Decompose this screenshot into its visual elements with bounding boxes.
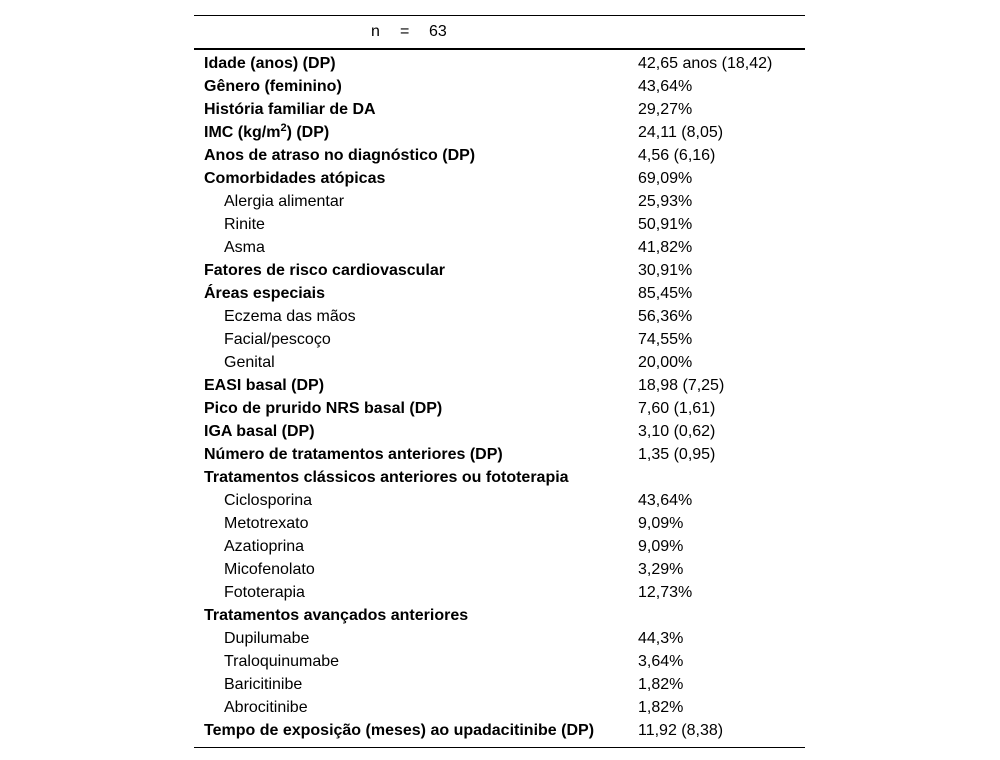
table-row bbox=[194, 719, 805, 742]
table-subrow bbox=[194, 696, 805, 719]
table-row bbox=[194, 443, 805, 466]
row-value: 18,98 (7,25) bbox=[638, 377, 725, 394]
table-row bbox=[194, 144, 805, 167]
table-row bbox=[194, 604, 805, 627]
table-row bbox=[194, 75, 805, 98]
row-value: 69,09% bbox=[638, 170, 693, 187]
row-value: 85,45% bbox=[638, 285, 693, 302]
row-value: 56,36% bbox=[638, 308, 693, 325]
table-bottom-rule bbox=[194, 747, 805, 748]
row-label: Alergia alimentar bbox=[224, 193, 345, 210]
row-label-superscript: 2 bbox=[280, 122, 287, 134]
row-label: Dupilumabe bbox=[224, 630, 310, 647]
header-n-label: n bbox=[371, 23, 380, 40]
characteristics-table bbox=[194, 15, 805, 748]
row-value: 3,64% bbox=[638, 653, 684, 670]
row-value: 50,91% bbox=[638, 216, 693, 233]
row-label: Tempo de exposição (meses) ao upadacitinibe (DP) bbox=[204, 722, 595, 739]
row-value: 3,29% bbox=[638, 561, 684, 578]
row-value: 42,65 anos (18,42) bbox=[638, 55, 773, 72]
row-value: 1,35 (0,95) bbox=[638, 446, 716, 463]
table-subrow bbox=[194, 650, 805, 673]
row-label: Metotrexato bbox=[224, 515, 309, 532]
header-equals-sign: = bbox=[400, 23, 410, 40]
row-value: 1,82% bbox=[638, 676, 684, 693]
table-row bbox=[194, 259, 805, 282]
table-body bbox=[194, 50, 805, 747]
table-row bbox=[194, 466, 805, 489]
row-label: Ciclosporina bbox=[224, 492, 313, 509]
row-label: Áreas especiais bbox=[204, 285, 325, 302]
row-label bbox=[204, 121, 329, 144]
row-value: 43,64% bbox=[638, 78, 693, 95]
row-label: Baricitinibe bbox=[224, 676, 303, 693]
row-label: Fototerapia bbox=[224, 584, 305, 601]
row-label: Asma bbox=[224, 239, 265, 256]
table-subrow bbox=[194, 581, 805, 604]
row-value: 11,92 (8,38) bbox=[638, 722, 724, 739]
row-value: 24,11 (8,05) bbox=[638, 124, 724, 141]
row-value: 4,56 (6,16) bbox=[638, 147, 716, 164]
row-label: Gênero (feminino) bbox=[204, 78, 342, 95]
row-label: Micofenolato bbox=[224, 561, 315, 578]
table-subrow bbox=[194, 627, 805, 650]
row-value: 29,27% bbox=[638, 101, 693, 118]
row-value: 7,60 (1,61) bbox=[638, 400, 716, 417]
table-row bbox=[194, 420, 805, 443]
row-value: 9,09% bbox=[638, 538, 684, 555]
row-label: Rinite bbox=[224, 216, 265, 233]
row-label: História familiar de DA bbox=[204, 101, 376, 118]
table-row bbox=[194, 282, 805, 305]
table-subrow bbox=[194, 305, 805, 328]
table-subrow bbox=[194, 190, 805, 213]
row-value: 44,3% bbox=[638, 630, 684, 647]
table-row bbox=[194, 52, 805, 75]
row-value: 20,00% bbox=[638, 354, 693, 371]
table-row bbox=[194, 397, 805, 420]
table-subrow bbox=[194, 673, 805, 696]
table-subrow bbox=[194, 213, 805, 236]
row-label: Eczema das mãos bbox=[224, 308, 356, 325]
row-value: 3,10 (0,62) bbox=[638, 423, 716, 440]
row-label: Abrocitinibe bbox=[224, 699, 308, 716]
table-header-row bbox=[194, 16, 805, 48]
row-value: 43,64% bbox=[638, 492, 693, 509]
row-label: EASI basal (DP) bbox=[204, 377, 325, 394]
row-value: 30,91% bbox=[638, 262, 693, 279]
row-label-suffix: ) (DP) bbox=[286, 124, 330, 141]
row-value: 9,09% bbox=[638, 515, 684, 532]
row-label: Genital bbox=[224, 354, 275, 371]
row-label: Comorbidades atópicas bbox=[204, 170, 386, 187]
table-row bbox=[194, 98, 805, 121]
table-subrow bbox=[194, 351, 805, 374]
row-value: 41,82% bbox=[638, 239, 693, 256]
table-subrow bbox=[194, 535, 805, 558]
row-value: 25,93% bbox=[638, 193, 693, 210]
table-subrow bbox=[194, 489, 805, 512]
row-label: Tratamentos clássicos anteriores ou fototerapia bbox=[204, 469, 569, 486]
row-label: Número de tratamentos anteriores (DP) bbox=[204, 446, 503, 463]
row-label: Fatores de risco cardiovascular bbox=[204, 262, 445, 279]
table-row bbox=[194, 374, 805, 397]
table-subrow bbox=[194, 512, 805, 535]
row-label: Tratamentos avançados anteriores bbox=[204, 607, 469, 624]
table-subrow bbox=[194, 236, 805, 259]
row-label: Idade (anos) (DP) bbox=[204, 55, 336, 72]
row-value: 1,82% bbox=[638, 699, 684, 716]
row-label: Anos de atraso no diagnóstico (DP) bbox=[204, 147, 476, 164]
table-subrow bbox=[194, 558, 805, 581]
row-label: Facial/pescoço bbox=[224, 331, 331, 348]
table-row bbox=[194, 121, 805, 144]
header-n-value: 63 bbox=[429, 23, 447, 40]
row-label: Pico de prurido NRS basal (DP) bbox=[204, 400, 443, 417]
row-value: 12,73% bbox=[638, 584, 693, 601]
row-value: 74,55% bbox=[638, 331, 693, 348]
table-subrow bbox=[194, 328, 805, 351]
row-label: IGA basal (DP) bbox=[204, 423, 315, 440]
row-label-text: IMC (kg/m bbox=[204, 124, 281, 141]
row-label: Azatioprina bbox=[224, 538, 305, 555]
row-label: Traloquinumabe bbox=[224, 653, 340, 670]
table-row bbox=[194, 167, 805, 190]
